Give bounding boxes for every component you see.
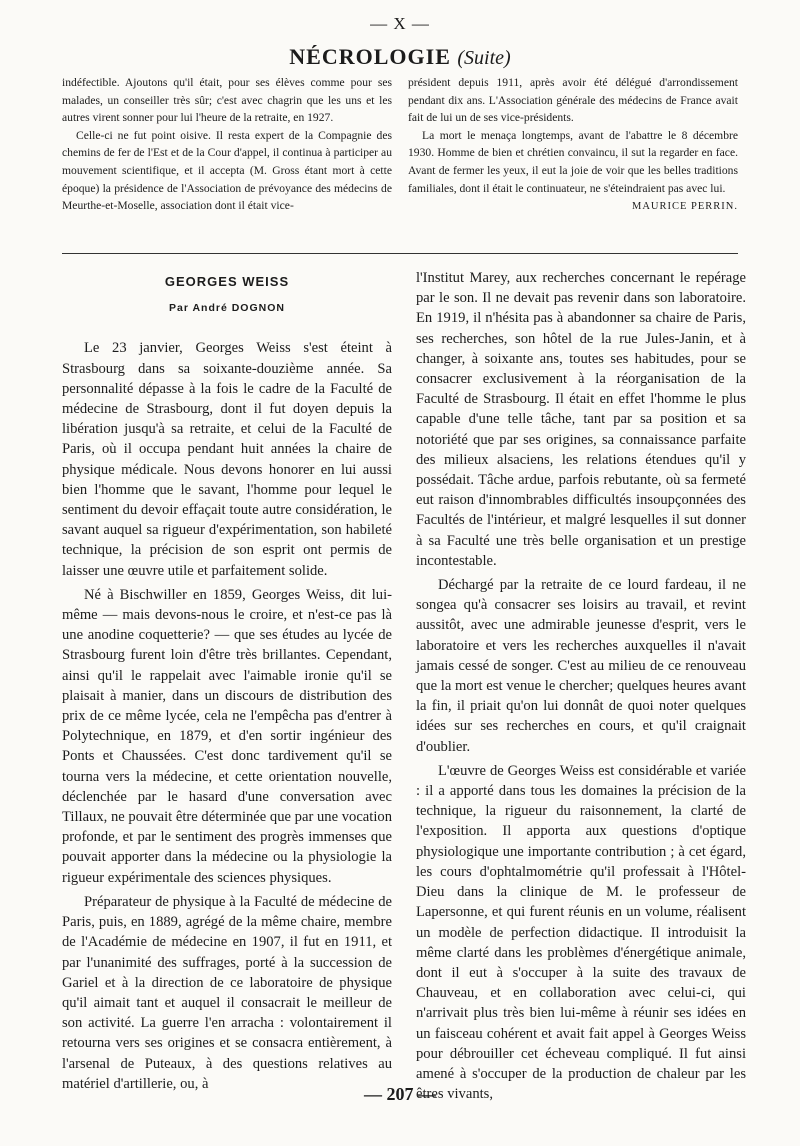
article-left-column [62, 268, 392, 1098]
paragraph: Le 23 janvier, Georges Weiss s'est éteint à Strasbourg dans sa soixante-douzième année. Sa personnalité dépasse à la fois le cadre de la Faculté de médecine de Strasbourg, dont il fut doyen depuis la libération jusqu'à sa retraite, et celui de la Faculté de Paris, où il occupa pendant huit années la chaire de physique médicale. Nous devons honorer en lui aussi bien l'homme que le savant, l'homme pour lequel le sentiment du devoir effaçait toute autre considération, le savant auquel sa rigueur d'expérimentation, son habileté technique, la précision de son esprit ont permis de laisser une œuvre utile et parfaitement solide. [62, 340, 392, 579]
section-suite: (Suite) [457, 47, 511, 69]
article-right-column [416, 268, 746, 1108]
roman-page-number: — X — [370, 14, 430, 33]
article-author: Par André DOGNON [169, 302, 285, 315]
previous-obituary-right-column [408, 74, 738, 216]
paragraph: Déchargé par la retraite de ce lourd fardeau, il ne songea qu'à consacrer ses loisirs au travail, et revint aussitôt, avec une admirable jeunesse d'esprit, vers le laboratoire et vers les recherches auxquelles il n'avait jamais cessé de songer. C'est au milieu de ce renouveau que la mort est venue le chercher; quelques heures avant la fin, il priait qu'on lui donnât de quoi noter quelques idées sur ses recherches en cours, et qu'il craignait d'oublier. [416, 577, 746, 755]
section-divider [62, 253, 738, 254]
section-header [0, 44, 800, 70]
paragraph: Celle-ci ne fut point oisive. Il resta expert de la Compagnie des chemins de fer de l'Est et de la Cour d'appel, il continua à participer au mouvement scientifique, et il accepta (M. Gross étant mort à cette époque) la présidence de l'Association de prévoyance des médecins de Meurthe-et-Moselle, association dont il était vice- [62, 128, 392, 213]
paragraph: indéfectible. Ajoutons qu'il était, pour ses élèves comme pour ses malades, un conseiller très sûr; c'est avec chagrin que les uns et les autres virent sonner pour lui l'heure de la retraite, en 1927. [62, 76, 392, 125]
paragraph: l'Institut Marey, aux recherches concernant le repérage par le son. Il ne devait pas revenir dans son laboratoire. En 1919, il n'hésita pas à abandonner sa chaire de Paris, ses recherches, son hôtel de la rue Jules-Janin, et à changer, à soixante ans, toutes ses habitudes, pour se consacrer exclusivement à la réorganisation de la Faculté de Strasbourg. Il était en effet l'homme le plus capable d'une telle tâche, tant par sa position et sa notoriété que par ses origines, sa connaissance parfaite des milieux alsaciens, les relations étendues qu'il y possédait. Tâche ardue, parfois rebutante, où sa fermeté eut raison d'innombrables difficultés insoupçonnées des Facultés de l'intérieur, et malgré lesquelles il sut donner à sa Faculté une très belle organisation et un prestige incontestable. [416, 270, 746, 569]
paragraph: Né à Bischwiller en 1859, Georges Weiss, dit lui-même — mais devons-nous le croire, et n'est-ce pas là une anodine coquetterie? — que ses études au lycée de Strasbourg furent loin d'être très brillantes. Cependant, ainsi qu'il le rappelait avec l'aimable ironie qu'il se plaisait à manier, dans un discours de distribution des prix de ce même lycée, cela ne l'empêcha pas d'entrer à Polytechnique, en 1879, et d'en sortir ingénieur des Ponts et Chaussées. C'est donc tardivement qu'il se tourna vers la médecine, et cette orientation nouvelle, déclenchée par le hasard d'une conversation avec Tillaux, ne pouvait être déterminée que par une vocation profonde, et par le sentiment des progrès immenses que pouvait apporter dans la médecine ou la physiologie la rigueur expérimentale des sciences physiques. [62, 586, 392, 886]
page-number: — 207 — [364, 1084, 436, 1104]
paragraph: président depuis 1911, après avoir été délégué d'arrondissement pendant dix ans. L'Association générale des médecins de France avait fait de lui un de ses vice-présidents. [408, 76, 738, 125]
article-title: GEORGES WEISS [164, 274, 290, 289]
signature: MAURICE PERRIN. [631, 201, 738, 213]
section-title: NÉCROLOGIE [289, 44, 451, 69]
paragraph: Préparateur de physique à la Faculté de médecine de Paris, puis, en 1889, agrégé de la même chaire, membre de l'Académie de médecine en 1907, il fut en 1911, et par l'unanimité des suffrages, porté à la succession de Gariel et à la direction de ce laboratoire de physique qu'il aimait tant et auquel il consacrait le meilleur de son activité. La guerre l'en arracha : volontairement il retourna vers ses origines et se consacra entièrement, à l'arsenal de Puteaux, à des questions relatives au matériel d'artillerie, ou, à [62, 893, 392, 1092]
paragraph: L'œuvre de Georges Weiss est considérable et variée : il a apporté dans tous les domaines la précision de la technique, la rigueur du raisonnement, la clarté de l'exposition. Il apporta aux questions d'optique physiologique une importante contribution ; à cet égard, les cours d'ophtalmométrie qu'il professait à l'Hôtel-Dieu dans la clinique de M. le professeur de Lapersonne, et qui furent réunis en un volume, réalisent un modèle de perfection didactique. Il introduisit la même clarté dans les problèmes d'énergétique animale, dont il eut à s'occuper à la suite des travaux de Chauveau, et en collaboration avec celui-ci, qui n'arrivait plus très bien lui-même à réunir ses idées en un faisceau cohérent et avait fait appel à Georges Weiss pour débrouiller cet écheveau compliqué. Il fut ainsi amené à s'occuper de la production de chaleur par les êtres vivants, [416, 762, 746, 1103]
paragraph: La mort le menaça longtemps, avant de l'abattre le 8 décembre 1930. Homme de bien et chrétien convaincu, il sut la regarder en face. Avant de fermer les yeux, il eut la joie de voir que les belles traditions familiales, dont il était le continuateur, ne s'éteindraient pas avec lui. [408, 128, 738, 195]
previous-obituary-left-column [62, 74, 392, 215]
